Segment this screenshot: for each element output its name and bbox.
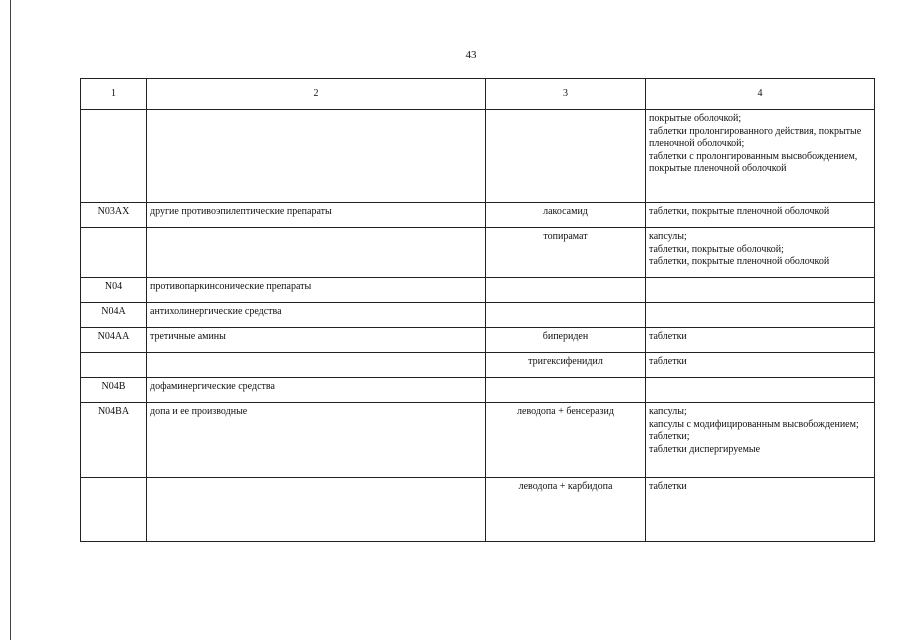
- group-name-cell: антихолинергические средства: [147, 303, 486, 328]
- drug-registry-table: [80, 78, 875, 542]
- atc-code-cell: [81, 110, 147, 203]
- atc-code-cell: [81, 353, 147, 378]
- group-name-cell: допа и ее производные: [147, 403, 486, 478]
- inn-cell: [486, 303, 646, 328]
- column-number-1: 1: [81, 79, 147, 110]
- column-number-4: 4: [646, 79, 875, 110]
- dosage-form-cell: таблетки: [646, 328, 875, 353]
- table-row: [81, 278, 875, 303]
- column-number-2: 2: [147, 79, 486, 110]
- page-edge-line: [10, 0, 11, 640]
- dosage-form-cell: таблетки: [646, 478, 875, 542]
- group-name-cell: [147, 228, 486, 278]
- group-name-cell: дофаминергические средства: [147, 378, 486, 403]
- atc-code-cell: N04A: [81, 303, 147, 328]
- table-row: [81, 203, 875, 228]
- atc-code-cell: N04: [81, 278, 147, 303]
- table-row: [81, 378, 875, 403]
- dosage-form-cell: покрытые оболочкой; таблетки пролонгированного действия, покрытые пленочной оболочкой; таблетки с пролонгированным высвобождением, покрытые пленочной оболочкой: [646, 110, 875, 203]
- atc-code-cell: N04AA: [81, 328, 147, 353]
- atc-code-cell: N04BA: [81, 403, 147, 478]
- dosage-form-cell: капсулы; капсулы с модифицированным высвобождением; таблетки; таблетки диспергируемые: [646, 403, 875, 478]
- table-header-row: [81, 79, 875, 110]
- inn-cell: [486, 378, 646, 403]
- table-row: [81, 303, 875, 328]
- table-row: [81, 478, 875, 542]
- table-row: [81, 403, 875, 478]
- inn-cell: топирамат: [486, 228, 646, 278]
- inn-cell: леводопа + карбидопа: [486, 478, 646, 542]
- atc-code-cell: N04B: [81, 378, 147, 403]
- group-name-cell: третичные амины: [147, 328, 486, 353]
- table-row: [81, 110, 875, 203]
- group-name-cell: другие противоэпилептические препараты: [147, 203, 486, 228]
- table-row: [81, 228, 875, 278]
- inn-cell: лакосамид: [486, 203, 646, 228]
- group-name-cell: [147, 353, 486, 378]
- inn-cell: тригексифенидил: [486, 353, 646, 378]
- group-name-cell: противопаркинсонические препараты: [147, 278, 486, 303]
- column-number-3: 3: [486, 79, 646, 110]
- dosage-form-cell: капсулы; таблетки, покрытые оболочкой; таблетки, покрытые пленочной оболочкой: [646, 228, 875, 278]
- atc-code-cell: [81, 228, 147, 278]
- atc-code-cell: [81, 478, 147, 542]
- inn-cell: [486, 110, 646, 203]
- table-row: [81, 353, 875, 378]
- atc-code-cell: N03AX: [81, 203, 147, 228]
- dosage-form-cell: [646, 378, 875, 403]
- page-number: 43: [465, 49, 477, 61]
- dosage-form-cell: [646, 303, 875, 328]
- dosage-form-cell: таблетки, покрытые пленочной оболочкой: [646, 203, 875, 228]
- inn-cell: леводопа + бенсеразид: [486, 403, 646, 478]
- table-row: [81, 328, 875, 353]
- inn-cell: [486, 278, 646, 303]
- inn-cell: бипериден: [486, 328, 646, 353]
- group-name-cell: [147, 110, 486, 203]
- dosage-form-cell: [646, 278, 875, 303]
- group-name-cell: [147, 478, 486, 542]
- dosage-form-cell: таблетки: [646, 353, 875, 378]
